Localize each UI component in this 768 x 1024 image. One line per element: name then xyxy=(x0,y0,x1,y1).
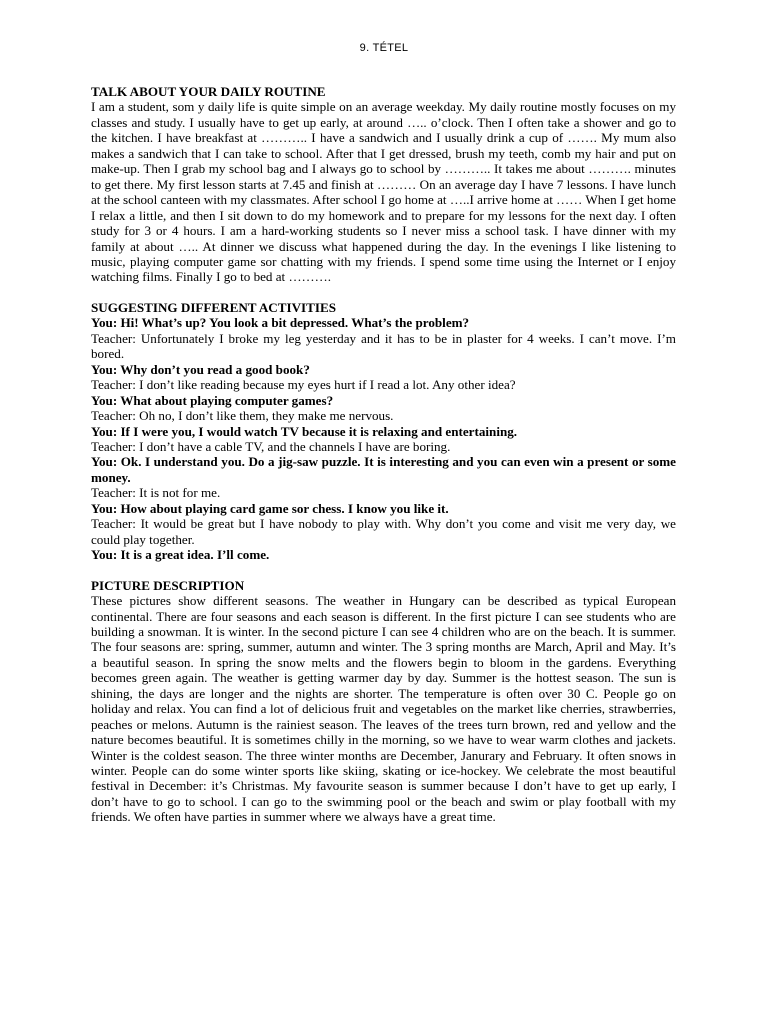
dialogue-line-you: You: If I were you, I would watch TV because it is relaxing and entertaining. xyxy=(91,423,518,439)
document-body xyxy=(91,84,676,840)
section-heading: TALK ABOUT YOUR DAILY ROUTINE xyxy=(91,84,326,99)
section-heading: SUGGESTING DIFFERENT ACTIVITIES xyxy=(91,299,336,315)
dialogue-line-you: You: Hi! What’s up? You look a bit depressed. What’s the problem? xyxy=(91,315,470,331)
dialogue-line-teacher: Teacher: I don’t have a cable TV, and the channels I have are boring. xyxy=(91,438,451,454)
dialogue-line-teacher: Teacher: It would be great but I have nobody to play with. Why don’t you come and visit me very day, we could play together. xyxy=(91,516,676,547)
dialogue-line-teacher: Teacher: Oh no, I don’t like them, they make me nervous. xyxy=(91,408,394,424)
dialogue-line-you: You: It is a great idea. I’ll come. xyxy=(91,547,270,563)
section-picture-description xyxy=(91,578,676,825)
page-header-title: 9. TÉTEL xyxy=(359,42,409,54)
dialogue-line-teacher: Teacher: Unfortunately I broke my leg yesterday and it has to be in plaster for 4 weeks. I can’t move. I’m bored. xyxy=(91,330,676,362)
section-paragraph: I am a student, som y daily life is quite simple on an average weekday. My daily routine mostly focuses on my classes and study. I usually have to get up early, at around ….. o’clock. Then I often take a shower and go to the kitchen. I have breakfast at ……….. I have a sandwich and I usually drink a cup of ……. My mum also makes a sandwich that I can take to school. After that I get dressed, brush my teeth, comb my hair and put on make-up. Then I grab my school bag and I always go to school by ……….. It takes me about ………. minutes to get there. My first lesson starts at 7.45 and finish at ……… On an average day I have 7 lessons. I have lunch at the school canteen with my classmates. After school I go home at …..I arrive home at …… When I get home I relax a little, and then I sit down to do my homework and to prepare for my lessons for the next day. I often study for 3 or 4 hours. I am a hard-working students so I never miss a school task. I have dinner with my family at about ….. At dinner we discuss what happened during the day. In the evenings I like listening to music, playing computer game sor chatting with my friends. I spend some time using the Internet or I enjoy watching films. Finally I go to bed at ………. xyxy=(91,99,676,285)
section-heading: PICTURE DESCRIPTION xyxy=(91,577,245,593)
section-suggesting-activities xyxy=(91,300,676,563)
dialogue-line-you: You: Why don’t you read a good book? xyxy=(91,361,310,377)
dialogue-line-you: You: How about playing card game sor chess. I know you like it. xyxy=(91,500,449,516)
dialogue-line-you: You: Ok. I understand you. Do a jig-saw puzzle. It is interesting and you can even win a present or some money. xyxy=(91,454,676,485)
dialogue-line-teacher: Teacher: I don’t like reading because my eyes hurt if I read a lot. Any other idea? xyxy=(91,377,516,393)
dialogue-line-teacher: Teacher: It is not for me. xyxy=(91,485,221,501)
section-paragraph: These pictures show different seasons. The weather in Hungary can be described as typical European continental. There are four seasons and each season is different. In the first picture I can see students who are building a snowman. It is winter. In the second picture I can see 4 children who are on the beach. It is summer. The four seasons are: spring, summer, autumn and winter. The 3 spring months are March, April and May. It’s a beautiful season. In spring the snow melts and the flowers begin to bloom in the gardens. Everything becomes green again. The weather is getting warmer day by day. Summer is the hottest season. The sun is shining, the days are longer and the nights are shorter. The temperature is often over 30 C. People go on holiday and relax. You can find a lot of delicious fruit and vegetables on the market like cherries, strawberries, peaches or melons. Autumn is the rainiest season. The leaves of the trees turn brown, red and yellow and the nature becomes beautiful. It is sometimes chilly in the morning, so we have to wear warm clothes and jackets. Winter is the coldest season. The three winter months are December, Janurary and February. It often snows in winter. People can do some winter sports like skiing, skating or ice-hockey. We celebrate the most beautiful festival in December: it’s Christmas. My favourite season is summer because I don’t have to get up early, I don’t have to go to school. I can go to the swimming pool or the beach and swim or play football with my friends. We often have parties in summer where we always have a great time. xyxy=(91,593,676,825)
section-daily-routine xyxy=(91,84,676,285)
dialogue-line-you: You: What about playing computer games? xyxy=(91,392,334,408)
